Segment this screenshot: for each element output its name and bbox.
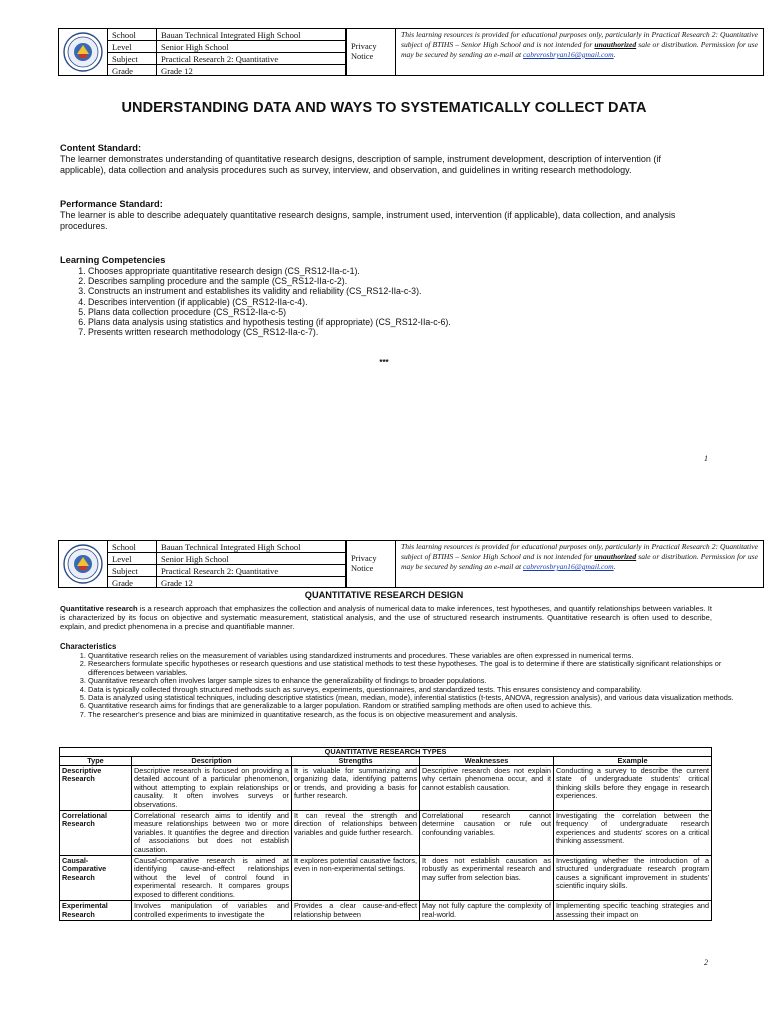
notice-emphasis: unauthorized — [594, 40, 637, 49]
school-seal-icon — [63, 32, 103, 72]
column-header: Strengths — [292, 757, 420, 766]
notice-end: . — [613, 50, 616, 59]
description-cell: Causal-comparative research is aimed at identifying cause-and-effect relationships without the level of control found in experimental research. It compares groups exposed to different conditions. — [132, 856, 292, 901]
school-logo-cell — [59, 29, 108, 75]
type-cell: Experimental Research — [60, 901, 132, 921]
example-cell: Investigating whether the introduction of a structured undergraduate research program causes a significant improvement in students' scientific inquiry skills. — [554, 856, 712, 901]
section-separator: *** — [379, 358, 389, 367]
grade-value: Grade 12 — [157, 65, 346, 77]
notice-email-link[interactable]: cabrerosbryan16@gmail.com — [523, 562, 614, 571]
type-cell: Causal-Comparative Research — [60, 856, 132, 901]
performance-standard-heading: Performance Standard: — [60, 199, 163, 209]
list-item: 1. Chooses appropriate quantitative research design (CS_RS12-IIa-c-1). — [88, 266, 451, 276]
list-item: 5. Data is analyzed using statistical techniques, including descriptive statistics (mean, median, mode), inferential statistics (t-tests, ANOVA, regression analysis), and various data visualization methods. — [88, 694, 738, 702]
characteristics-heading: Characteristics — [60, 642, 117, 651]
list-item: 6. Quantitative research aims for findings that are generalizable to a larger population. Random or stratified sampling methods are often used to achieve this. — [88, 702, 738, 710]
strengths-cell: Provides a clear cause-and-effect relationship between — [292, 901, 420, 921]
list-item: 4. Data is typically collected through structured methods such as surveys, experiments, questionnaires, and standardized tests. This ensures consistency and comparability. — [88, 686, 738, 694]
competencies-list — [60, 266, 451, 337]
performance-standard-text: The learner is able to describe adequately quantitative research designs, sample, instrument used, intervention (if applicable), data collection, and analysis procedures. — [60, 210, 676, 231]
intro-paragraph — [60, 604, 712, 631]
notice-part-2: sale or distribution. Permission for use may be secured by sending an e-mail at — [401, 552, 758, 571]
privacy-line-1: Privacy — [351, 42, 377, 51]
list-item: 6. Plans data analysis using statistics and hypothesis testing (if appropriate) (CS_RS12-IIa-c-6). — [88, 317, 451, 327]
strengths-cell: It is valuable for summarizing and organizing data, identifying patterns or trends, and providing a basis for further research. — [292, 766, 420, 811]
weaknesses-cell: It does not establish causation as robustly as experimental research and may suffer from selection bias. — [420, 856, 554, 901]
level-value: Senior High School — [157, 41, 346, 53]
column-header: Weaknesses — [420, 757, 554, 766]
strengths-cell: It can reveal the strength and direction of relationships between variables and guide further research. — [292, 811, 420, 856]
school-label: School — [108, 29, 157, 41]
school-info-table — [108, 541, 346, 588]
document-header — [58, 28, 764, 76]
list-item: 4. Describes intervention (if applicable) (CS_RS12-IIa-c-4). — [88, 297, 451, 307]
list-item: 1. Quantitative research relies on the measurement of variables using standardized instruments and procedures. These variables are often expressed in numerical terms. — [88, 652, 738, 660]
notice-part-1: This learning resources is provided for educational purposes only, particularly in Practical Research 2: Quantitative subject of BTIHS – Senior High School and is not intended for — [401, 30, 758, 49]
type-cell: Descriptive Research — [60, 766, 132, 811]
list-item: 3. Quantitative research often involves larger sample sizes to enhance the generalizability of findings to broader populations. — [88, 677, 738, 685]
subject-label: Subject — [108, 53, 157, 65]
subject-value: Practical Research 2: Quantitative — [157, 53, 346, 65]
list-item: 7. Presents written research methodology (CS_RS12-IIa-c-7). — [88, 327, 451, 337]
table-row — [60, 901, 712, 921]
grade-label: Grade — [108, 65, 157, 77]
description-cell: Involves manipulation of variables and controlled experiments to investigate the — [132, 901, 292, 921]
privacy-line-1: Privacy — [351, 554, 377, 563]
section-title: QUANTITATIVE RESEARCH DESIGN — [304, 590, 464, 600]
privacy-notice-text — [396, 29, 763, 75]
weaknesses-cell: Descriptive research does not explain why certain phenomena occur, and it cannot establish causation. — [420, 766, 554, 811]
research-types-table — [59, 747, 712, 921]
content-standard-heading: Content Standard: — [60, 143, 142, 153]
level-label: Level — [108, 553, 157, 565]
document-header — [58, 540, 764, 588]
learning-competencies-heading: Learning Competencies — [60, 255, 166, 265]
school-label: School — [108, 541, 157, 553]
notice-email-link[interactable]: cabrerosbryan16@gmail.com — [523, 50, 614, 59]
example-cell: Investigating the correlation between the frequency of undergraduate research experiences and students' scores on a critical thinking assessment. — [554, 811, 712, 856]
school-logo-cell — [59, 541, 108, 587]
school-value: Bauan Technical Integrated High School — [157, 541, 346, 553]
list-item: 7. The researcher's presence and bias are minimized in quantitative research, as the focus is on objective measurement and analysis. — [88, 711, 738, 719]
table-row — [60, 766, 712, 811]
notice-part-1: This learning resources is provided for educational purposes only, particularly in Practical Research 2: Quantitative subject of BTIHS – Senior High School and is not intended for — [401, 542, 758, 561]
list-item: 3. Constructs an instrument and establishes its validity and reliability (CS_RS12-IIa-c-3). — [88, 286, 451, 296]
page-number: 1 — [704, 454, 708, 463]
page-number: 2 — [704, 958, 708, 967]
level-label: Level — [108, 41, 157, 53]
type-cell: Correlational Research — [60, 811, 132, 856]
column-header: Example — [554, 757, 712, 766]
notice-end: . — [613, 562, 616, 571]
privacy-notice-text — [396, 541, 763, 587]
notice-emphasis: unauthorized — [594, 552, 637, 561]
characteristics-list — [60, 652, 738, 719]
table-row — [60, 811, 712, 856]
weaknesses-cell: Correlational research cannot determine causation or rule out confounding variables. — [420, 811, 554, 856]
school-value: Bauan Technical Integrated High School — [157, 29, 346, 41]
subject-value: Practical Research 2: Quantitative — [157, 565, 346, 577]
privacy-line-2: Notice — [351, 52, 374, 61]
weaknesses-cell: May not fully capture the complexity of real-world. — [420, 901, 554, 921]
privacy-notice-label — [346, 541, 396, 587]
content-standard-text: The learner demonstrates understanding of quantitative research designs, description of sample, instrument development, description of intervention (if applicable), data collection and analysis procedures such as survey, interview, and observation, and guidelines in writing research methodology. — [60, 154, 661, 175]
level-value: Senior High School — [157, 553, 346, 565]
subject-label: Subject — [108, 565, 157, 577]
description-cell: Correlational research aims to identify and measure relationships between two or more variables. It quantifies the degree and direction of associations but does not establish causation. — [132, 811, 292, 856]
school-info-table — [108, 29, 346, 76]
example-cell: Conducting a survey to describe the current state of undergraduate students' critical thinking skills before they engage in research experiences. — [554, 766, 712, 811]
page-1 — [0, 0, 768, 505]
intro-text: is a research approach that emphasizes the collection and analysis of numerical data to make inferences, test hypotheses, and quantify relationships between variables. It is characterized by its focus on objective and systematic measurement, statistical analysis, and the use of structured research instruments. Quantitative research is often used to describe, explain, and predict phenomena in a precise and quantifiable manner. — [60, 604, 712, 631]
table-caption: QUANTITATIVE RESEARCH TYPES — [60, 748, 712, 757]
intro-term: Quantitative research — [60, 604, 138, 613]
description-cell: Descriptive research is focused on providing a detailed account of a particular phenomenon, without attempting to explain relationships or causality. It often involves surveys or observations. — [132, 766, 292, 811]
list-item: 5. Plans data collection procedure (CS_RS12-IIa-c-5) — [88, 307, 451, 317]
school-seal-icon — [63, 544, 103, 584]
page-title: UNDERSTANDING DATA AND WAYS TO SYSTEMATICALLY COLLECT DATA — [121, 100, 647, 116]
notice-part-2: sale or distribution. Permission for use may be secured by sending an e-mail at — [401, 40, 758, 59]
column-header: Type — [60, 757, 132, 766]
table-row — [60, 856, 712, 901]
grade-value: Grade 12 — [157, 577, 346, 589]
list-item: 2. Researchers formulate specific hypotheses or research questions and use statistical methods to test these hypotheses. The goal is to determine if there are statistically significant relationships or differences between variables. — [88, 660, 738, 677]
example-cell: Implementing specific teaching strategies and assessing their impact on — [554, 901, 712, 921]
privacy-notice-label — [346, 29, 396, 75]
column-header: Description — [132, 757, 292, 766]
page-2 — [0, 512, 768, 1024]
privacy-line-2: Notice — [351, 564, 374, 573]
grade-label: Grade — [108, 577, 157, 589]
strengths-cell: It explores potential causative factors, even in non-experimental settings. — [292, 856, 420, 901]
list-item: 2. Describes sampling procedure and the sample (CS_RS12-IIa-c-2). — [88, 276, 451, 286]
